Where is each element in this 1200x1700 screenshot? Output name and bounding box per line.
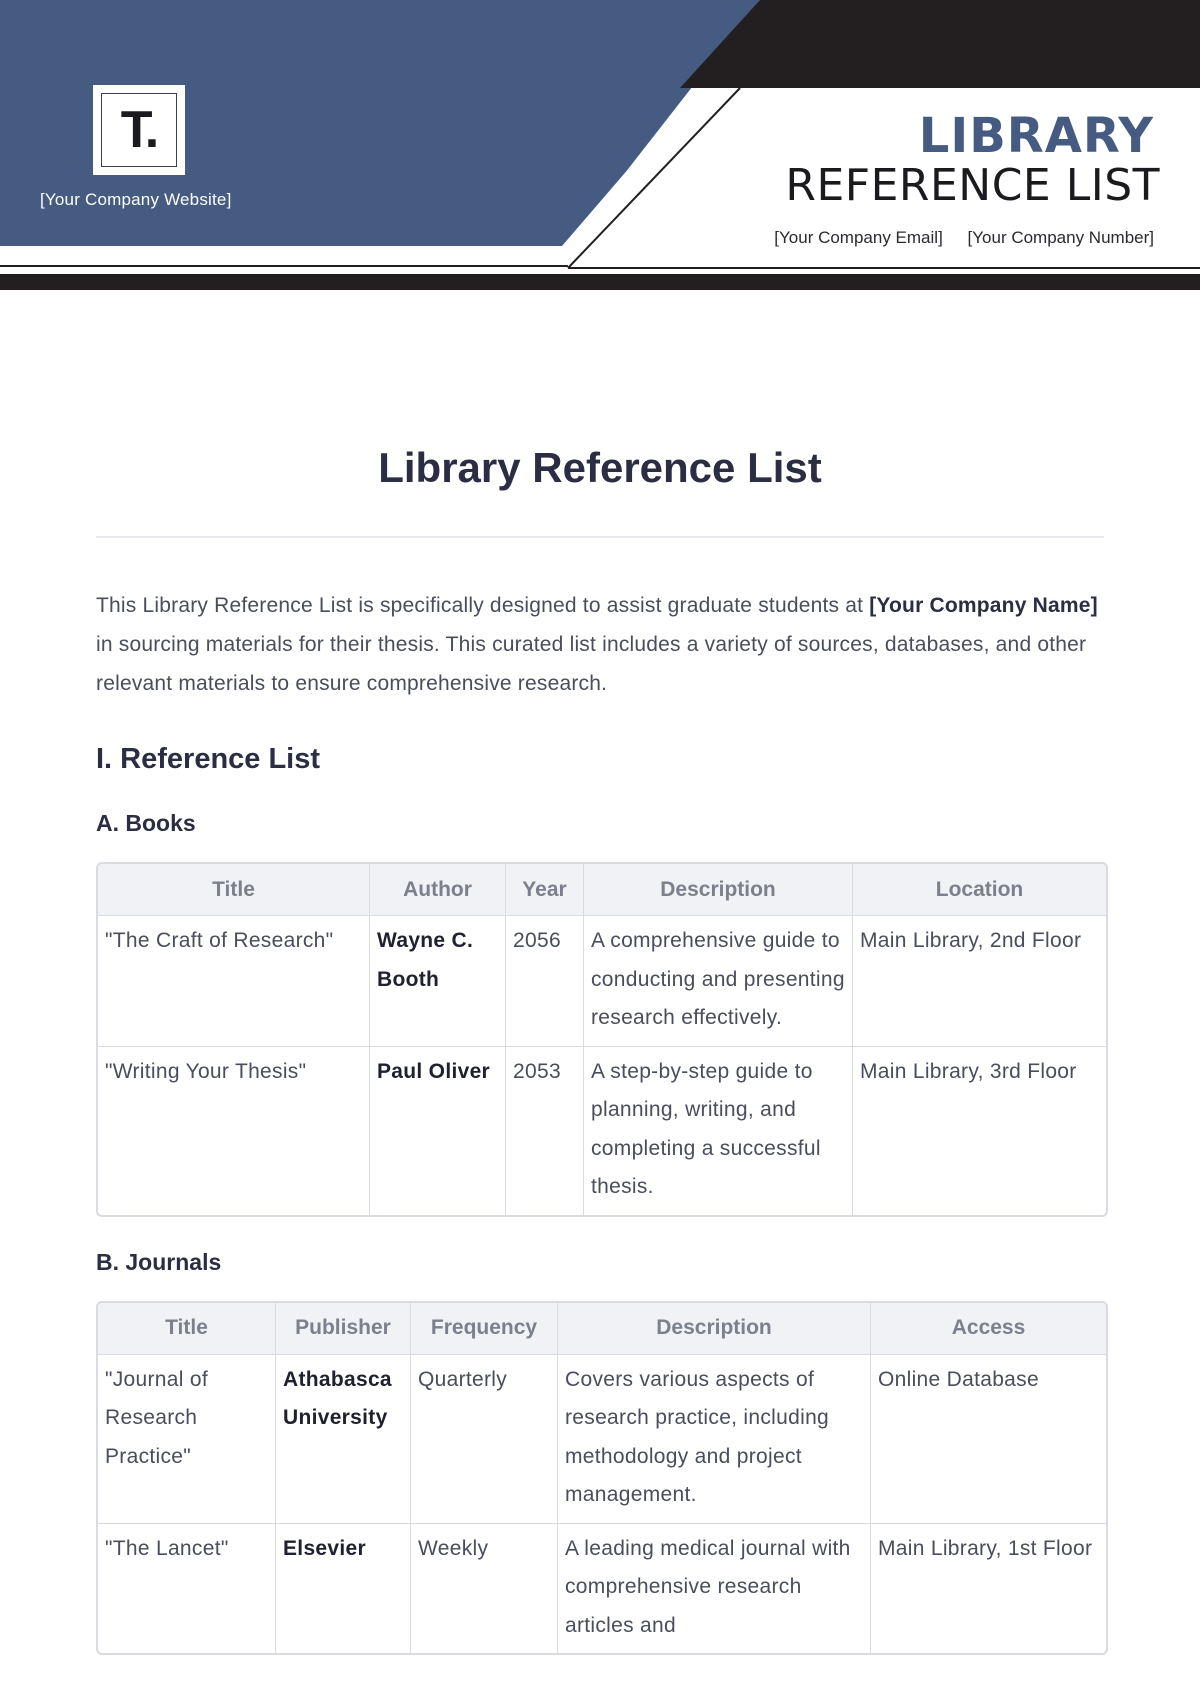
column-header: Publisher	[276, 1303, 411, 1355]
intro-paragraph	[96, 586, 1104, 703]
intro-company-name: [Your Company Name]	[869, 594, 1098, 617]
journal-access: Main Library, 1st Floor	[878, 1536, 1093, 1560]
journal-publisher: Athabasca University	[276, 1355, 411, 1524]
table-header-row	[98, 1303, 1106, 1355]
column-header: Title	[98, 1303, 276, 1355]
company-website: [Your Company Website]	[40, 190, 232, 209]
document-body	[96, 440, 1104, 1655]
book-year: 2056	[506, 916, 584, 1047]
book-description: A comprehensive guide to conducting and presenting research effectively.	[584, 916, 853, 1047]
table-row	[98, 1355, 1106, 1524]
column-header: Description	[558, 1303, 871, 1355]
header-title-line2: REFERENCE LIST	[785, 160, 1160, 211]
journals-table	[96, 1301, 1108, 1656]
journal-description: A leading medical journal with comprehensive research articles and	[558, 1524, 871, 1654]
books-table	[96, 862, 1108, 1217]
table-row	[98, 1524, 1106, 1654]
section-heading-reference-list: I. Reference List	[96, 743, 321, 775]
header-dark-panel	[680, 0, 1200, 88]
column-header: Frequency	[411, 1303, 558, 1355]
book-title: "Writing Your Thesis"	[98, 1047, 370, 1215]
page-title: Library Reference List	[378, 444, 822, 491]
logo-letter: T.	[101, 93, 177, 167]
header-title-line1: LIBRARY	[918, 108, 1154, 164]
book-author: Paul Oliver	[370, 1047, 506, 1215]
table-row	[98, 916, 1106, 1047]
intro-text-1: This Library Reference List is specifically designed to assist graduate students at	[96, 594, 870, 617]
intro-text-2: in sourcing materials for their thesis. This curated list includes a variety of sources, databases, and other relevant materials to ensure comprehensive research.	[96, 633, 1087, 695]
table-header-row	[98, 864, 1106, 916]
subheading-books: A. Books	[96, 810, 196, 836]
book-year: 2053	[506, 1047, 584, 1215]
journal-title: "The Lancet"	[98, 1524, 276, 1654]
document-header	[0, 0, 1200, 292]
journal-description: Covers various aspects of research practice, including methodology and project management.	[558, 1355, 871, 1524]
column-header: Year	[506, 864, 584, 916]
book-location: Main Library, 3rd Floor	[860, 1059, 1077, 1083]
contact-line	[774, 228, 1154, 248]
column-header: Title	[98, 864, 370, 916]
journal-publisher: Elsevier	[276, 1524, 411, 1654]
column-header: Description	[584, 864, 853, 916]
journal-frequency: Weekly	[411, 1524, 558, 1654]
book-author: Wayne C. Booth	[370, 916, 506, 1047]
company-email: [Your Company Email]	[774, 228, 943, 247]
book-title: "The Craft of Research"	[98, 916, 370, 1047]
book-location: Main Library, 2nd Floor	[853, 916, 1106, 1047]
table-row	[98, 1047, 1106, 1215]
column-header: Author	[370, 864, 506, 916]
column-header: Access	[871, 1303, 1106, 1355]
journal-access: Online Database	[871, 1355, 1106, 1524]
company-number: [Your Company Number]	[967, 228, 1154, 247]
subheading-journals: B. Journals	[96, 1248, 222, 1275]
journal-title: "Journal of Research Practice"	[98, 1355, 276, 1524]
book-description: A step-by-step guide to planning, writing, and completing a successful thesis.	[584, 1047, 853, 1215]
journal-frequency: Quarterly	[411, 1355, 558, 1524]
divider	[96, 536, 1104, 538]
company-logo	[95, 87, 183, 173]
column-header: Location	[853, 864, 1106, 916]
header-bottom-bar	[0, 274, 1200, 290]
